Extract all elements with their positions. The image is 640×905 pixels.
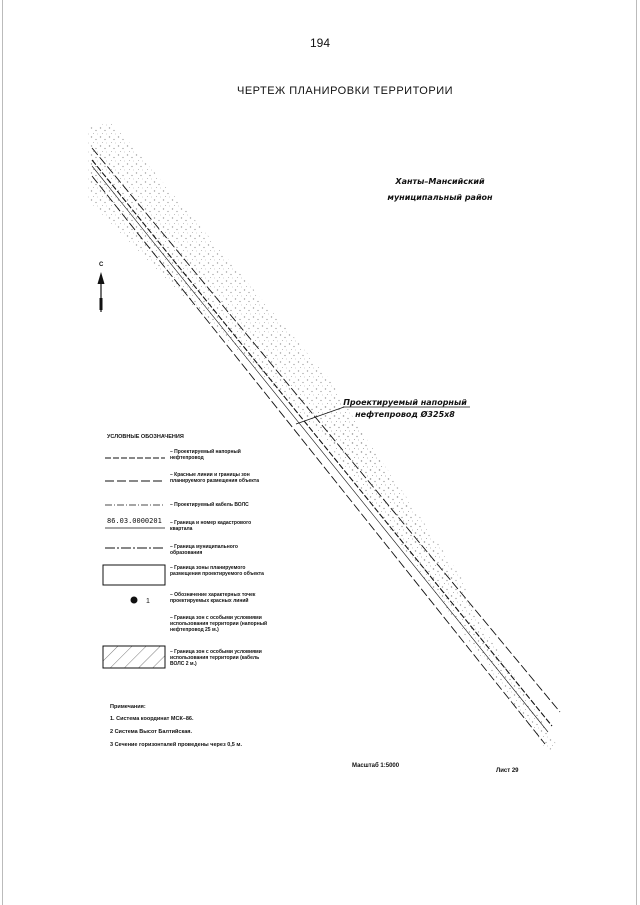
legend-item-pipeline-zone: – Граница зон с особыми условиями использования территории (напорный нефтепровод 25 м.) bbox=[170, 615, 268, 633]
north-arrow-label: С bbox=[99, 262, 104, 268]
north-arrow bbox=[98, 272, 105, 312]
legend-symbol-hatched-zone bbox=[103, 646, 165, 668]
note-item: 3 Сечение горизонталей проведены через 0,5 м. bbox=[110, 742, 242, 748]
legend-symbols bbox=[103, 458, 165, 668]
page-number: 194 bbox=[309, 36, 331, 50]
notes-heading: Примечания: bbox=[110, 704, 146, 710]
note-item: 1. Система координат МСК–86. bbox=[110, 716, 194, 722]
legend-item-points: – Обозначение характерных точек проектируемых красных линий bbox=[170, 592, 256, 604]
legend-symbol-zone bbox=[103, 565, 165, 585]
pipeline-callout-line-2: нефтепровод Ø325х8 bbox=[355, 410, 455, 419]
legend-item-cadastral: – Граница и номер кадастрового квартала bbox=[170, 520, 252, 532]
legend-title: УСЛОВНЫЕ ОБОЗНАЧЕНИЯ bbox=[107, 434, 184, 440]
legend-item-municipal: – Граница муниципального образования bbox=[170, 544, 238, 556]
legend-symbol-point bbox=[131, 597, 137, 603]
map-scale: Масштаб 1:5000 bbox=[352, 763, 400, 769]
drawing-title: ЧЕРТЕЖ ПЛАНИРОВКИ ТЕРРИТОРИИ bbox=[236, 85, 454, 97]
note-item: 2 Система Высот Балтийская. bbox=[110, 729, 193, 735]
legend-item-red-lines: – Красные линии и границы зон планируемого размещения объекта bbox=[170, 472, 260, 484]
legend-item-cable-zone: – Граница зон с особыми условиями использования территории (кабель ВОЛС 2 м.) bbox=[170, 649, 262, 667]
legend-item-cable: – Проектируемый кабель ВОЛС bbox=[170, 502, 249, 508]
region-label-line-2: муниципальный район bbox=[387, 193, 493, 202]
legend-cadastral-code: 86.03.0000201 bbox=[107, 517, 162, 525]
legend-item-pipeline: – Проектируемый напорный нефтепровод bbox=[170, 449, 241, 461]
pipeline-callout-line-1: Проектируемый напорный bbox=[343, 398, 467, 407]
legend-point-number: 1 bbox=[146, 598, 150, 605]
sheet-number: Лист 29 bbox=[496, 768, 519, 774]
pipeline-line bbox=[92, 160, 552, 726]
zone-boundary-top bbox=[92, 148, 560, 712]
region-label-line-1: Ханты–Мансийский bbox=[395, 177, 485, 186]
legend-item-zone: – Граница зоны планируемого размещения проектируемого объекта bbox=[170, 565, 264, 577]
